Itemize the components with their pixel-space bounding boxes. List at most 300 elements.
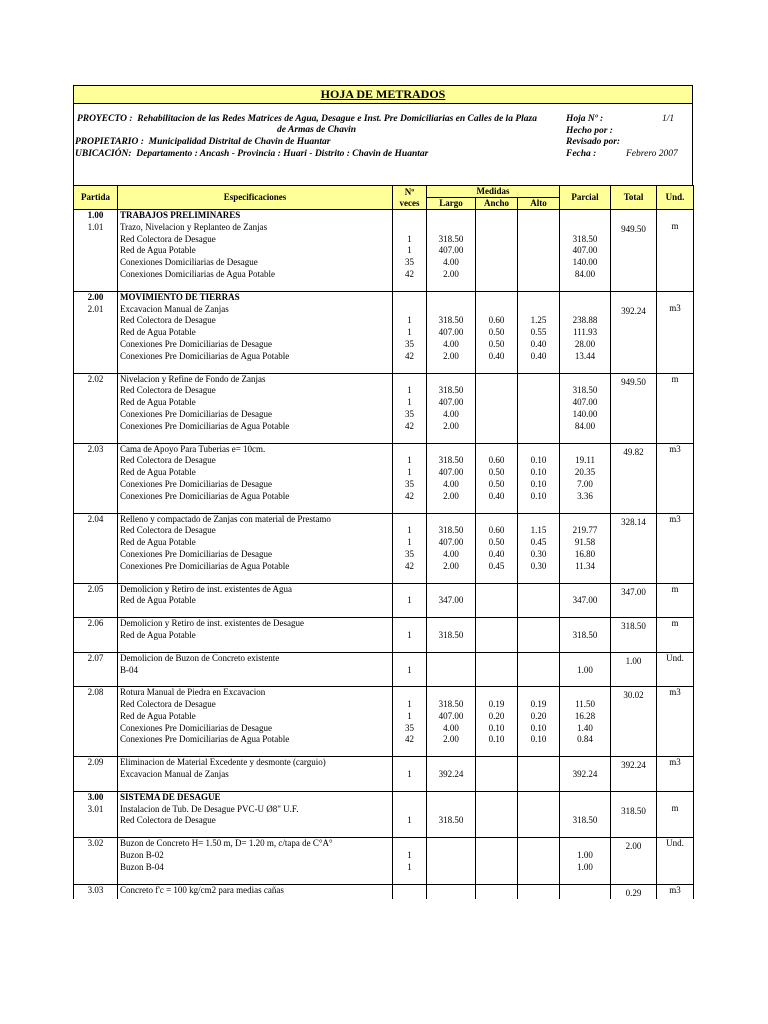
parcial-cell [560, 652, 611, 687]
spacer [393, 514, 426, 526]
alto-value: 0.40 [530, 338, 547, 349]
detail-description: Conexiones Pre Domiciliarias de Desague [120, 478, 272, 489]
largo-cell [427, 791, 476, 837]
alto-value [518, 815, 559, 827]
detail-description: Red de Agua Potable [120, 710, 196, 721]
und-cell [657, 583, 694, 618]
alto-value [518, 769, 559, 781]
ancho-cell [476, 687, 518, 757]
alto-cell [518, 373, 560, 443]
parcial-value: 140.00 [572, 257, 598, 268]
unit-value: Und. [666, 838, 684, 849]
unit-value: m3 [669, 302, 681, 313]
spacer [393, 374, 426, 386]
spacer [393, 653, 426, 665]
parcial-value: 11.50 [575, 699, 595, 710]
largo-cell [427, 513, 476, 583]
partida-cell [74, 513, 118, 583]
largo-value: 2.00 [443, 350, 459, 361]
partida-code: 2.07 [87, 652, 104, 663]
spacer [393, 838, 426, 850]
spacer [476, 885, 517, 897]
total-value: 949.50 [621, 224, 646, 234]
item-description: Rotura Manual de Piedra en Excavacion [120, 687, 266, 698]
spec-cell [118, 373, 393, 443]
spacer [518, 584, 559, 596]
largo-value: 318.50 [438, 525, 464, 536]
alto-value [518, 397, 559, 409]
spec-cell [118, 791, 393, 837]
detail-description: Conexiones Pre Domiciliarias de Desague [120, 338, 272, 349]
veces-value: 1 [407, 245, 412, 256]
alto-value: 0.10 [530, 467, 547, 478]
parcial-cell [560, 291, 611, 373]
alto-value [518, 385, 559, 397]
largo-value: 2.00 [443, 734, 459, 745]
alto-value [518, 257, 559, 269]
total-cell [611, 652, 657, 687]
parcial-value: 111.93 [572, 327, 598, 338]
ancho-value [476, 397, 517, 409]
parcial-value: 1.40 [577, 722, 593, 733]
spacer [560, 584, 610, 596]
largo-cell [427, 838, 476, 884]
veces-value: 1 [407, 629, 412, 640]
alto-value: 0.45 [530, 537, 547, 548]
partida-code: 2.05 [87, 583, 104, 594]
und-cell [657, 291, 694, 373]
partida-cell [74, 838, 118, 884]
veces-value: 35 [405, 548, 414, 559]
und-cell [657, 210, 694, 292]
alto-value: 0.10 [530, 455, 547, 466]
item-description: Trazo, Nivelacion y Replanteo de Zanjas [120, 221, 268, 232]
alto-value: 0.10 [530, 734, 547, 745]
largo-value: 4.00 [443, 257, 459, 268]
alto-value [518, 269, 559, 281]
metrados-table [73, 185, 694, 899]
spacer [476, 792, 517, 804]
table-row [74, 443, 694, 513]
largo-value: 4.00 [443, 338, 459, 349]
alto-cell [518, 583, 560, 618]
veces-value: 1 [407, 537, 412, 548]
veces-value: 1 [407, 397, 412, 408]
partida-cell [74, 757, 118, 792]
spacer [518, 444, 559, 456]
parcial-cell [560, 687, 611, 757]
largo-value: 4.00 [443, 478, 459, 489]
table-row [74, 618, 694, 653]
item-description: Cama de Apoyo Para Tuberias e= 10cm. [120, 443, 266, 454]
veces-value: 1 [407, 525, 412, 536]
alto-cell [518, 884, 560, 899]
parcial-value: 1.00 [577, 861, 593, 872]
section-title: MOVIMIENTO DE TIERRAS [120, 291, 240, 302]
total-value: 49.82 [623, 446, 644, 457]
ancho-value [476, 815, 517, 827]
unit-value: m3 [669, 687, 681, 698]
parcial-value: 219.77 [572, 525, 598, 536]
spacer [518, 222, 559, 234]
partida-cell [74, 791, 118, 837]
spacer [560, 792, 610, 804]
item-description: Buzon de Concreto H= 1.50 m, D= 1.20 m, c/tapa de C°A° [120, 838, 333, 849]
veces-value: 1 [407, 850, 412, 861]
partida-code: 2.06 [87, 618, 104, 629]
veces-value: 1 [407, 769, 412, 780]
alto-cell [518, 838, 560, 884]
partida-cell [74, 884, 118, 899]
spacer [560, 210, 610, 222]
revisado-label: Revisado por: [566, 137, 621, 147]
largo-cell [427, 443, 476, 513]
partida-code: 2.02 [87, 373, 104, 384]
ancho-value [476, 269, 517, 281]
ancho-value [476, 385, 517, 397]
total-value: 347.00 [621, 586, 646, 597]
partida-code: 1.01 [87, 221, 104, 232]
largo-value: 392.24 [438, 769, 464, 780]
detail-description: Conexiones Pre Domiciliarias de Agua Potable [120, 490, 290, 501]
spec-cell [118, 583, 393, 618]
spacer [476, 838, 517, 850]
veces-value: 42 [405, 420, 414, 431]
detail-description: Red de Agua Potable [120, 245, 196, 256]
total-value: 328.14 [621, 516, 646, 527]
spacer [476, 304, 517, 316]
und-cell [657, 443, 694, 513]
fecha-label: Fecha : [566, 149, 597, 159]
veces-cell [393, 373, 427, 443]
parcial-value: 1.00 [577, 850, 593, 861]
alto-value: 0.10 [530, 478, 547, 489]
item-description: Nivelacion y Refine de Fondo de Zanjas [120, 373, 266, 384]
alto-value [518, 862, 559, 874]
spacer [393, 222, 426, 234]
col-total: Total [611, 186, 657, 210]
total-cell [611, 373, 657, 443]
parcial-cell [560, 884, 611, 899]
col-veces [393, 186, 427, 210]
alto-cell [518, 791, 560, 837]
ancho-cell [476, 291, 518, 373]
parcial-value: 392.24 [572, 769, 598, 780]
spacer [393, 757, 426, 769]
spacer [476, 653, 517, 665]
spacer [393, 792, 426, 804]
partida-cell [74, 291, 118, 373]
ancho-cell [476, 652, 518, 687]
alto-cell [518, 513, 560, 583]
spacer [518, 514, 559, 526]
detail-description: Conexiones Pre Domiciliarias de Agua Potable [120, 350, 290, 361]
ancho-value: 0.60 [488, 455, 505, 466]
und-cell [657, 652, 694, 687]
und-cell [657, 838, 694, 884]
largo-value: 4.00 [443, 722, 459, 733]
spacer [518, 885, 559, 897]
ancho-cell [476, 443, 518, 513]
parcial-value: 1.00 [577, 664, 593, 675]
total-value: 318.50 [621, 805, 646, 816]
ancho-value [476, 850, 517, 862]
alto-cell [518, 618, 560, 653]
parcial-cell [560, 838, 611, 884]
item-description: Relleno y compactado de Zanjas con material de Prestamo [120, 513, 331, 524]
spacer [560, 757, 610, 769]
spacer [476, 292, 517, 304]
parcial-value: 318.50 [572, 385, 598, 396]
spacer [427, 618, 475, 630]
detail-description: Conexiones Pre Domiciliarias de Desague [120, 408, 272, 419]
spacer [560, 374, 610, 386]
largo-value: 407.00 [438, 245, 464, 256]
item-description: Instalacion de Tub. De Desague PVC-U Ø8" U.F. [120, 803, 299, 814]
spacer [560, 838, 610, 850]
veces-value: 35 [405, 722, 414, 733]
ancho-value: 0.20 [488, 710, 505, 721]
ancho-value [476, 862, 517, 874]
partida-cell [74, 210, 118, 292]
col-partida: Partida [74, 186, 118, 210]
spec-cell [118, 210, 393, 292]
unit-value: Und. [666, 652, 684, 663]
detail-description: Red Colectora de Desague [120, 525, 216, 536]
parcial-cell [560, 583, 611, 618]
veces-value: 35 [405, 338, 414, 349]
ancho-value [476, 234, 517, 246]
veces-value: 35 [405, 257, 414, 268]
ancho-cell [476, 583, 518, 618]
spacer [393, 618, 426, 630]
veces-value: 1 [407, 467, 412, 478]
alto-cell [518, 210, 560, 292]
ancho-value [476, 769, 517, 781]
detail-description: Red de Agua Potable [120, 467, 196, 478]
veces-cell [393, 583, 427, 618]
ancho-cell [476, 838, 518, 884]
partida-code: 2.01 [87, 303, 104, 314]
veces-value: 1 [407, 455, 412, 466]
veces-value: 35 [405, 408, 414, 419]
veces-value: 35 [405, 478, 414, 489]
ancho-value [476, 665, 517, 677]
section-code: 3.00 [87, 791, 104, 802]
total-value: 318.50 [621, 621, 646, 632]
ancho-cell [476, 757, 518, 792]
hecho-label: Hecho por : [566, 126, 613, 136]
parcial-value: 20.35 [574, 467, 596, 478]
parcial-value: 91.58 [574, 537, 596, 548]
detail-description: Conexiones Pre Domiciliarias de Agua Potable [120, 560, 290, 571]
parcial-value: 28.00 [574, 338, 596, 349]
spec-cell [118, 652, 393, 687]
spacer [560, 618, 610, 630]
unit-value: m [671, 802, 679, 813]
parcial-value: 318.50 [572, 629, 598, 640]
proyecto-value: Rehabilitacion de las Redes Matrices de Agua, Desague e Inst. Pre Domiciliarias en Calles de la Plaza [137, 114, 537, 124]
ancho-value: 0.60 [488, 315, 505, 326]
alto-value: 0.55 [530, 327, 547, 338]
ancho-value: 0.50 [488, 478, 505, 489]
parcial-value: 11.34 [575, 560, 595, 571]
spec-cell [118, 757, 393, 792]
largo-cell [427, 373, 476, 443]
table-row [74, 373, 694, 443]
unit-value: m3 [669, 757, 681, 768]
spacer [560, 222, 610, 234]
veces-value: 1 [407, 595, 412, 606]
alto-value: 0.40 [530, 350, 547, 361]
parcial-value: 318.50 [572, 233, 598, 244]
parcial-value: 318.50 [572, 815, 598, 826]
detail-description: Buzon B-04 [120, 861, 164, 872]
ubicacion-value: Departamento : Ancash - Provincia : Huari - Distrito : Chavin de Huantar [136, 149, 429, 159]
item-description: Eliminacion de Material Excedente y desmonte (carguio) [120, 757, 326, 768]
detail-description: Red de Agua Potable [120, 595, 196, 606]
alto-cell [518, 443, 560, 513]
spacer [427, 584, 475, 596]
alto-value: 0.30 [530, 560, 547, 571]
alto-value: 0.10 [530, 490, 547, 501]
veces-value: 1 [407, 664, 412, 675]
largo-cell [427, 652, 476, 687]
parcial-value: 7.00 [577, 478, 593, 489]
parcial-cell [560, 618, 611, 653]
parcial-value: 140.00 [572, 408, 598, 419]
ancho-value: 0.40 [488, 350, 505, 361]
und-cell [657, 513, 694, 583]
col-ancho: Ancho [476, 198, 518, 210]
fecha-value: Febrero 2007 [626, 149, 678, 159]
ancho-value [476, 245, 517, 257]
total-cell [611, 513, 657, 583]
veces-cell [393, 443, 427, 513]
detail-description: Red Colectora de Desague [120, 385, 216, 396]
detail-description: Conexiones Pre Domiciliarias de Desague [120, 548, 272, 559]
parcial-value: 407.00 [572, 397, 598, 408]
largo-value: 407.00 [438, 467, 464, 478]
detail-description: Excavacion Manual de Zanjas [120, 769, 229, 780]
spacer [476, 444, 517, 456]
veces-value: 1 [407, 699, 412, 710]
ancho-value: 0.50 [488, 537, 505, 548]
alto-value [518, 850, 559, 862]
spacer [518, 792, 559, 804]
item-description: Excavacion Manual de Zanjas [120, 303, 229, 314]
col-especificaciones: Especificaciones [118, 186, 393, 210]
partida-cell [74, 618, 118, 653]
ancho-cell [476, 618, 518, 653]
ancho-value: 0.40 [488, 548, 505, 559]
unit-value: m3 [669, 513, 681, 524]
detail-description: Red Colectora de Desague [120, 315, 216, 326]
table-body [74, 210, 694, 900]
spacer [476, 210, 517, 222]
veces-value: 42 [405, 560, 414, 571]
spacer [518, 804, 559, 816]
detail-description: Red de Agua Potable [120, 397, 196, 408]
spacer [560, 653, 610, 665]
alto-value: 0.19 [530, 699, 547, 710]
spacer [393, 584, 426, 596]
total-cell [611, 884, 657, 899]
proyecto-label: PROYECTO : [77, 114, 133, 124]
largo-value: 318.50 [438, 233, 464, 244]
largo-cell [427, 687, 476, 757]
spacer [476, 618, 517, 630]
hoja-label: Hoja Nº : [566, 114, 604, 124]
veces-value: 1 [407, 233, 412, 244]
unit-value: m [671, 373, 679, 384]
parcial-cell [560, 443, 611, 513]
spec-cell [118, 291, 393, 373]
largo-value [427, 862, 475, 874]
spacer [560, 304, 610, 316]
col-parcial: Parcial [560, 186, 611, 210]
total-value: 392.24 [621, 305, 646, 316]
total-cell [611, 210, 657, 292]
largo-value: 318.50 [438, 815, 464, 826]
ancho-value: 0.40 [488, 490, 505, 501]
section-title: TRABAJOS PRELIMINARES [120, 210, 241, 220]
table-row [74, 583, 694, 618]
parcial-value: 84.00 [574, 268, 596, 279]
alto-value [518, 630, 559, 642]
spacer [560, 885, 610, 897]
spacer [393, 687, 426, 699]
veces-value: 42 [405, 490, 414, 501]
spacer [393, 804, 426, 816]
largo-value: 2.00 [443, 490, 459, 501]
spec-cell [118, 687, 393, 757]
largo-value: 407.00 [438, 710, 464, 721]
alto-value [518, 234, 559, 246]
veces-cell [393, 210, 427, 292]
largo-value: 347.00 [438, 595, 464, 606]
alto-value [518, 409, 559, 421]
col-veces-2: veces [399, 197, 420, 208]
proyecto-line [77, 114, 537, 124]
table-row [74, 884, 694, 899]
detail-description: Buzon B-02 [120, 850, 164, 861]
section-code: 2.00 [87, 291, 104, 302]
item-description: Demolicion y Retiro de inst. existentes de Desague [120, 618, 304, 629]
partida-code: 3.02 [87, 838, 104, 849]
proyecto-value-line2: de Armas de Chavin [277, 125, 357, 135]
item-description: Concreto f'c = 100 kg/cm2 para medias cañas [120, 884, 284, 895]
spacer [518, 618, 559, 630]
ancho-cell [476, 884, 518, 899]
largo-value: 318.50 [438, 629, 464, 640]
partida-cell [74, 373, 118, 443]
total-cell [611, 618, 657, 653]
veces-cell [393, 791, 427, 837]
total-value: 2.00 [625, 841, 642, 852]
ancho-cell [476, 210, 518, 292]
alto-cell [518, 687, 560, 757]
detail-description: Red de Agua Potable [120, 537, 196, 548]
unit-value: m [671, 583, 679, 594]
detail-description: Conexiones Pre Domiciliarias de Agua Potable [120, 420, 290, 431]
parcial-value: 16.28 [574, 710, 596, 721]
und-cell [657, 373, 694, 443]
ubicacion-label: UBICACIÓN: [75, 149, 132, 159]
spacer [560, 804, 610, 816]
spacer [427, 687, 475, 699]
table-row [74, 291, 694, 373]
